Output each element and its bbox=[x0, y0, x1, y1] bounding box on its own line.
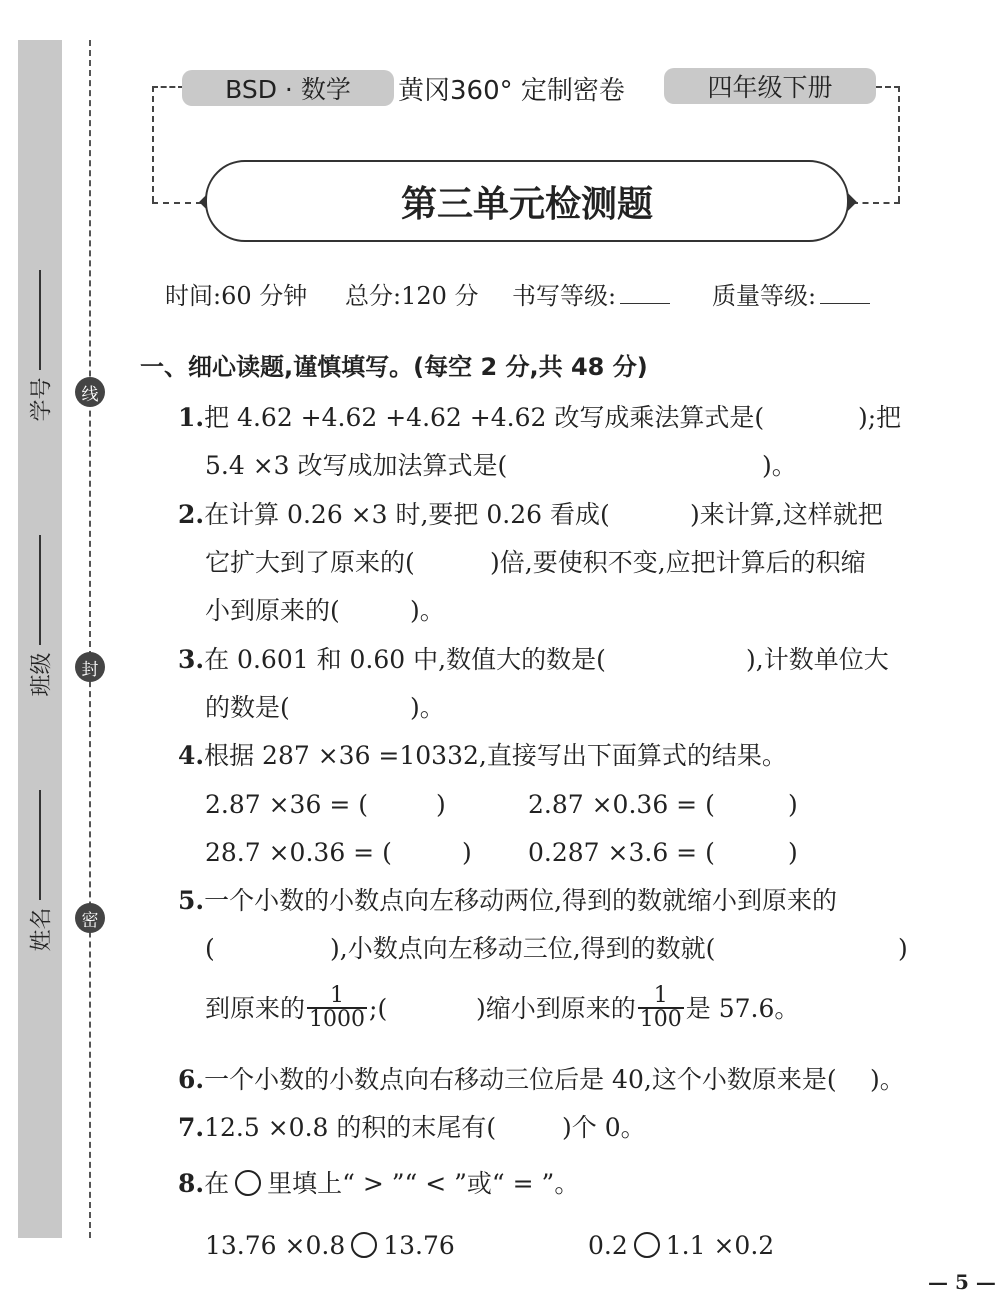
q3-line1 bbox=[178, 647, 606, 672]
q4-expr-c-close: ) bbox=[462, 838, 472, 867]
writing-grade-field[interactable] bbox=[512, 284, 670, 308]
q8-expr-2-left: 0.2 bbox=[588, 1230, 628, 1260]
page-number: — 5 — bbox=[928, 1270, 996, 1294]
header-dash-right-top bbox=[876, 86, 900, 88]
quality-grade-field[interactable] bbox=[712, 284, 870, 308]
q4-number: 4. bbox=[178, 741, 205, 770]
q2-number: 2. bbox=[178, 500, 205, 529]
q1-text-1b: );把 bbox=[858, 403, 902, 432]
grade-badge: 四年级下册 bbox=[664, 68, 876, 104]
q6-line bbox=[178, 1067, 837, 1092]
info-total: 总分:120 分 bbox=[345, 282, 479, 310]
q5-text-3a: 到原来的 bbox=[205, 993, 306, 1023]
q3-text-1b: ),计数单位大 bbox=[746, 645, 889, 674]
q3-number: 3. bbox=[178, 645, 205, 674]
q4-expr-b: 2.87 ×0.36 = ( bbox=[528, 790, 715, 819]
writing-grade-label: 书写等级: bbox=[512, 282, 617, 310]
fraction-one-thousandth bbox=[307, 985, 367, 1031]
fraction-1-numerator: 1 bbox=[330, 983, 345, 1008]
class-field[interactable] bbox=[14, 535, 66, 704]
q8-line bbox=[178, 1170, 579, 1196]
q8-compare-2-circle[interactable] bbox=[634, 1232, 660, 1258]
q5-number: 5. bbox=[178, 886, 205, 915]
q6-number: 6. bbox=[178, 1065, 205, 1094]
q8-number: 8. bbox=[178, 1168, 205, 1198]
q4-line1 bbox=[178, 743, 787, 768]
q8-compare-1 bbox=[205, 1232, 455, 1258]
student-no-label: 学号 bbox=[29, 377, 55, 422]
q2-line1 bbox=[178, 502, 610, 527]
q5-line1 bbox=[178, 888, 837, 913]
q5-text-3b: ;( bbox=[369, 993, 388, 1023]
q8-circle-icon bbox=[235, 1170, 261, 1196]
fraction-2-denominator: 100 bbox=[639, 1007, 682, 1032]
q8-expr-1-left: 13.76 ×0.8 bbox=[205, 1230, 346, 1260]
binding-dashed-line bbox=[89, 40, 91, 1238]
q4-expr-a: 2.87 ×36 = ( bbox=[205, 790, 368, 819]
subject-badge: BSD · 数学 bbox=[182, 70, 394, 106]
q1-text-2b: )。 bbox=[762, 451, 797, 480]
q2-text-3a: 小到原来的( bbox=[205, 596, 340, 625]
q5-text-3c: )缩小到原来的 bbox=[476, 993, 636, 1023]
name-field[interactable] bbox=[14, 790, 66, 959]
q6-close: )。 bbox=[870, 1065, 905, 1094]
q5-line3a bbox=[205, 985, 387, 1031]
seal-xian: 线 bbox=[75, 377, 105, 407]
quality-grade-blank[interactable] bbox=[820, 303, 870, 304]
q2-text-3b: )。 bbox=[410, 596, 445, 625]
q8-text-b: 里填上“ > ”“ < ”或“ = ”。 bbox=[267, 1168, 580, 1198]
fraction-1-denominator: 1000 bbox=[309, 1007, 366, 1032]
brand-text: 黄冈360° 定制密卷 bbox=[398, 76, 625, 106]
q1-text-1: 把 4.62 +4.62 +4.62 +4.62 改写成乘法算式是( bbox=[204, 403, 765, 432]
q3-text-2b: )。 bbox=[410, 693, 445, 722]
fraction-2-numerator: 1 bbox=[653, 983, 668, 1008]
q6-text: 一个小数的小数点向右移动三位后是 40,这个小数原来是( bbox=[204, 1065, 837, 1094]
q2-text-1a: 在计算 0.26 ×3 时,要把 0.26 看成( bbox=[204, 500, 610, 529]
q8-compare-2 bbox=[588, 1232, 774, 1258]
quality-grade-label: 质量等级: bbox=[712, 282, 817, 310]
header-dash-right-bottom bbox=[852, 202, 900, 204]
info-time: 时间:60 分钟 bbox=[165, 282, 308, 310]
q7-text-a: 12.5 ×0.8 的积的末尾有( bbox=[204, 1113, 497, 1142]
q2-text-1b: )来计算,这样就把 bbox=[690, 500, 883, 529]
student-no-field[interactable] bbox=[14, 270, 66, 429]
q5-text-2a: ( bbox=[205, 934, 215, 963]
q2-text-2a: 它扩大到了原来的( bbox=[205, 548, 415, 577]
q4-expr-b-close: ) bbox=[788, 790, 798, 819]
name-label: 姓名 bbox=[29, 907, 55, 952]
seal-mi: 密 bbox=[75, 903, 105, 933]
q8-text-a: 在 bbox=[204, 1168, 230, 1198]
fraction-one-hundredth bbox=[638, 985, 684, 1031]
header-dash-left-bottom bbox=[152, 202, 202, 204]
q8-compare-1-circle[interactable] bbox=[351, 1232, 377, 1258]
q7-line bbox=[178, 1115, 496, 1140]
q7-text-b: )个 0。 bbox=[562, 1113, 646, 1142]
q7-number: 7. bbox=[178, 1113, 205, 1142]
q5-text-3d: 是 57.6。 bbox=[685, 993, 800, 1023]
q1-text-2: 5.4 ×3 改写成加法算式是( bbox=[205, 451, 508, 480]
q8-expr-2-right: 1.1 ×0.2 bbox=[665, 1230, 775, 1260]
header-dash-left-top bbox=[152, 86, 184, 88]
q8-expr-1-right: 13.76 bbox=[383, 1230, 455, 1260]
student-no-line bbox=[39, 270, 41, 370]
q5-text-2b: ),小数点向左移动三位,得到的数就( bbox=[330, 934, 716, 963]
writing-grade-blank[interactable] bbox=[620, 303, 670, 304]
q4-expr-a-close: ) bbox=[436, 790, 446, 819]
q4-expr-c: 28.7 ×0.36 = ( bbox=[205, 838, 392, 867]
q4-expr-d: 0.287 ×3.6 = ( bbox=[528, 838, 715, 867]
q5-text-2c: ) bbox=[898, 934, 908, 963]
class-line bbox=[39, 535, 41, 645]
page-title: 第三单元检测题 bbox=[400, 182, 653, 225]
q5-line3b bbox=[476, 985, 799, 1031]
title-frame bbox=[205, 160, 849, 242]
class-label: 班级 bbox=[29, 652, 55, 697]
q3-text-1a: 在 0.601 和 0.60 中,数值大的数是( bbox=[204, 645, 606, 674]
seal-feng: 封 bbox=[75, 652, 105, 682]
q1-number: 1. bbox=[178, 403, 205, 432]
header-dash-left-vertical bbox=[152, 86, 154, 202]
q1-line1 bbox=[178, 405, 764, 430]
section-1-title: 一、细心读题,谨慎填写。(每空 2 分,共 48 分) bbox=[140, 353, 648, 381]
q4-expr-d-close: ) bbox=[788, 838, 798, 867]
q3-text-2a: 的数是( bbox=[205, 693, 290, 722]
q4-text-1: 根据 287 ×36 =10332,直接写出下面算式的结果。 bbox=[204, 741, 787, 770]
q2-text-2b: )倍,要使积不变,应把计算后的积缩 bbox=[490, 548, 866, 577]
name-line bbox=[39, 790, 41, 900]
q5-text-1: 一个小数的小数点向左移动两位,得到的数就缩小到原来的 bbox=[204, 886, 838, 915]
header-dash-right-vertical bbox=[898, 86, 900, 202]
